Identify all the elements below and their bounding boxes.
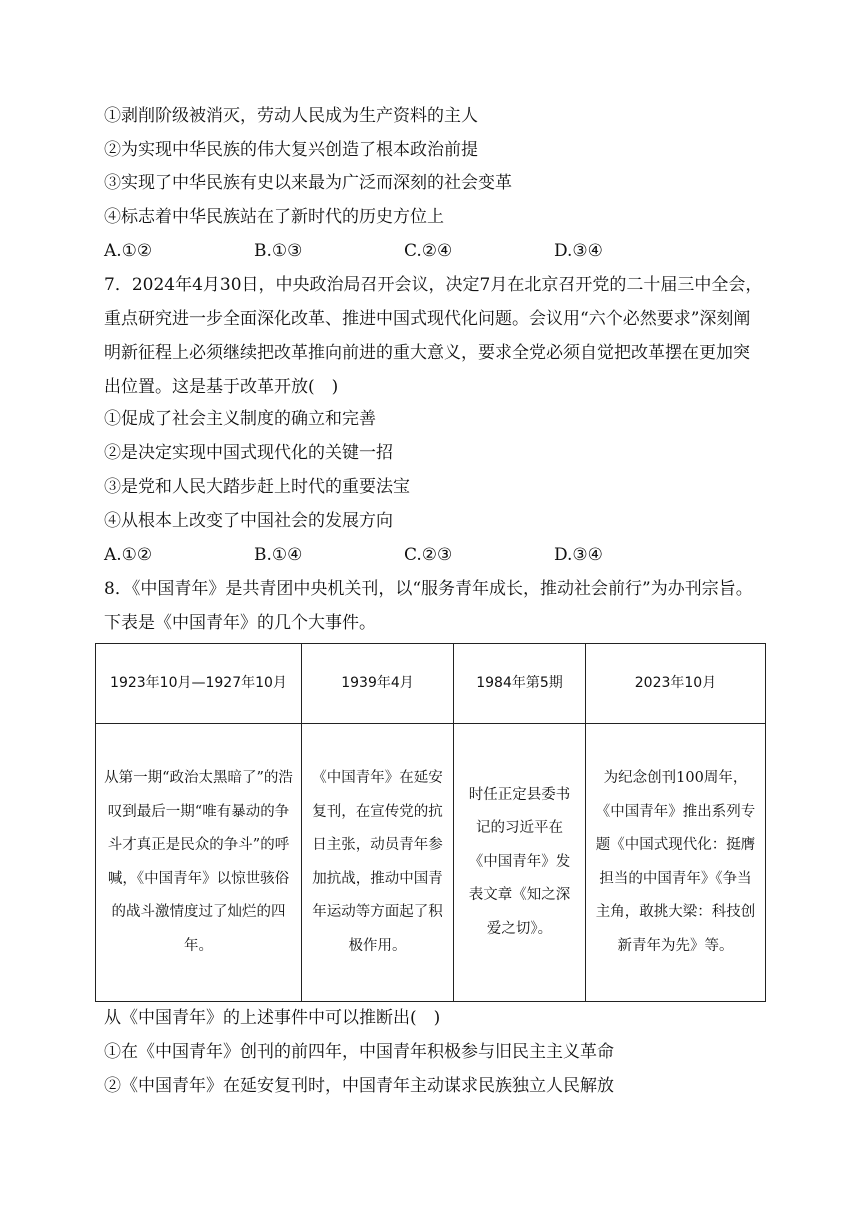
- table-cell: 从第一期“政治太黑暗了”的浩叹到最后一期“唯有暴动的争斗才真正是民众的争斗”的呼喊，《中国青年》以惊世骇俗的战斗激情度过了灿烂的四年。: [96, 724, 302, 1002]
- q8-statement-1: ①在《中国青年》创刊的前四年，中国青年积极参与旧民主主义革命: [104, 1042, 614, 1062]
- q8-stem: 8．《中国青年》是共青团中央机关刊，以“服务青年成长，推动社会前行”为办刊宗旨。下表是《中国青年》的几个大事件。: [104, 579, 753, 633]
- q6-option-c[interactable]: C.②④: [404, 241, 453, 261]
- q6-statement-2: ②为实现中华民族的伟大复兴创造了根本政治前提: [104, 140, 478, 160]
- q6-option-b[interactable]: B.①③: [254, 241, 303, 261]
- q7-option-a[interactable]: A.①②: [104, 545, 153, 565]
- q8-question: 从《中国青年》的上述事件中可以推断出( ): [104, 1008, 441, 1028]
- q6-statement-3: ③实现了中华民族有史以来最为广泛而深刻的社会变革: [104, 173, 512, 193]
- table-row: [96, 724, 766, 1002]
- q8-statement-2: ②《中国青年》在延安复刊时，中国青年主动谋求民族独立人民解放: [104, 1076, 614, 1096]
- q7-option-d[interactable]: D.③④: [554, 545, 603, 565]
- q7-statement-1: ①促成了社会主义制度的确立和完善: [104, 409, 376, 429]
- table-cell: 时任正定县委书记的习近平在《中国青年》发表文章《知之深爱之切》。: [454, 724, 586, 1002]
- q6-statement-1: ①剥削阶级被消灭，劳动人民成为生产资料的主人: [104, 106, 478, 126]
- table-header-cell: 1984年第5期: [454, 644, 586, 724]
- q7-statement-3: ③是党和人民大踏步赶上时代的重要法宝: [104, 477, 410, 497]
- table-header-cell: 1923年10月—1927年10月: [96, 644, 302, 724]
- q7-option-c[interactable]: C.②③: [404, 545, 453, 565]
- table-header-row: [96, 644, 766, 724]
- q6-option-a[interactable]: A.①②: [104, 241, 153, 261]
- q7-option-b[interactable]: B.①④: [254, 545, 303, 565]
- q6-statement-4: ④标志着中华民族站在了新时代的历史方位上: [104, 207, 444, 227]
- q7-statement-4: ④从根本上改变了中国社会的发展方向: [104, 511, 393, 531]
- table-header-cell: 2023年10月: [586, 644, 766, 724]
- table-header-cell: 1939年4月: [302, 644, 454, 724]
- table-cell: 《中国青年》在延安复刊，在宣传党的抗日主张，动员青年参加抗战，推动中国青年运动等方面起了积极作用。: [302, 724, 454, 1002]
- q6-option-d[interactable]: D.③④: [554, 241, 603, 261]
- q7-stem: 7．2024年4月30日，中央政治局召开会议，决定7月在北京召开党的二十届三中全会，重点研究进一步全面深化改革、推进中国式现代化问题。会议用“六个必然要求”深刻阐明新征程上必须继续把改革推向前进的重大意义，要求全党必须自觉把改革摆在更加突出位置。这是基于改革开放( ): [104, 275, 763, 397]
- table-cell: 为纪念创刊100周年，《中国青年》推出系列专题《中国式现代化：挺膺担当的中国青年》《争当主角，敢挑大梁：科技创新青年为先》等。: [586, 724, 766, 1002]
- q7-statement-2: ②是决定实现中国式现代化的关键一招: [104, 443, 393, 463]
- q8-events-table: [95, 643, 766, 1002]
